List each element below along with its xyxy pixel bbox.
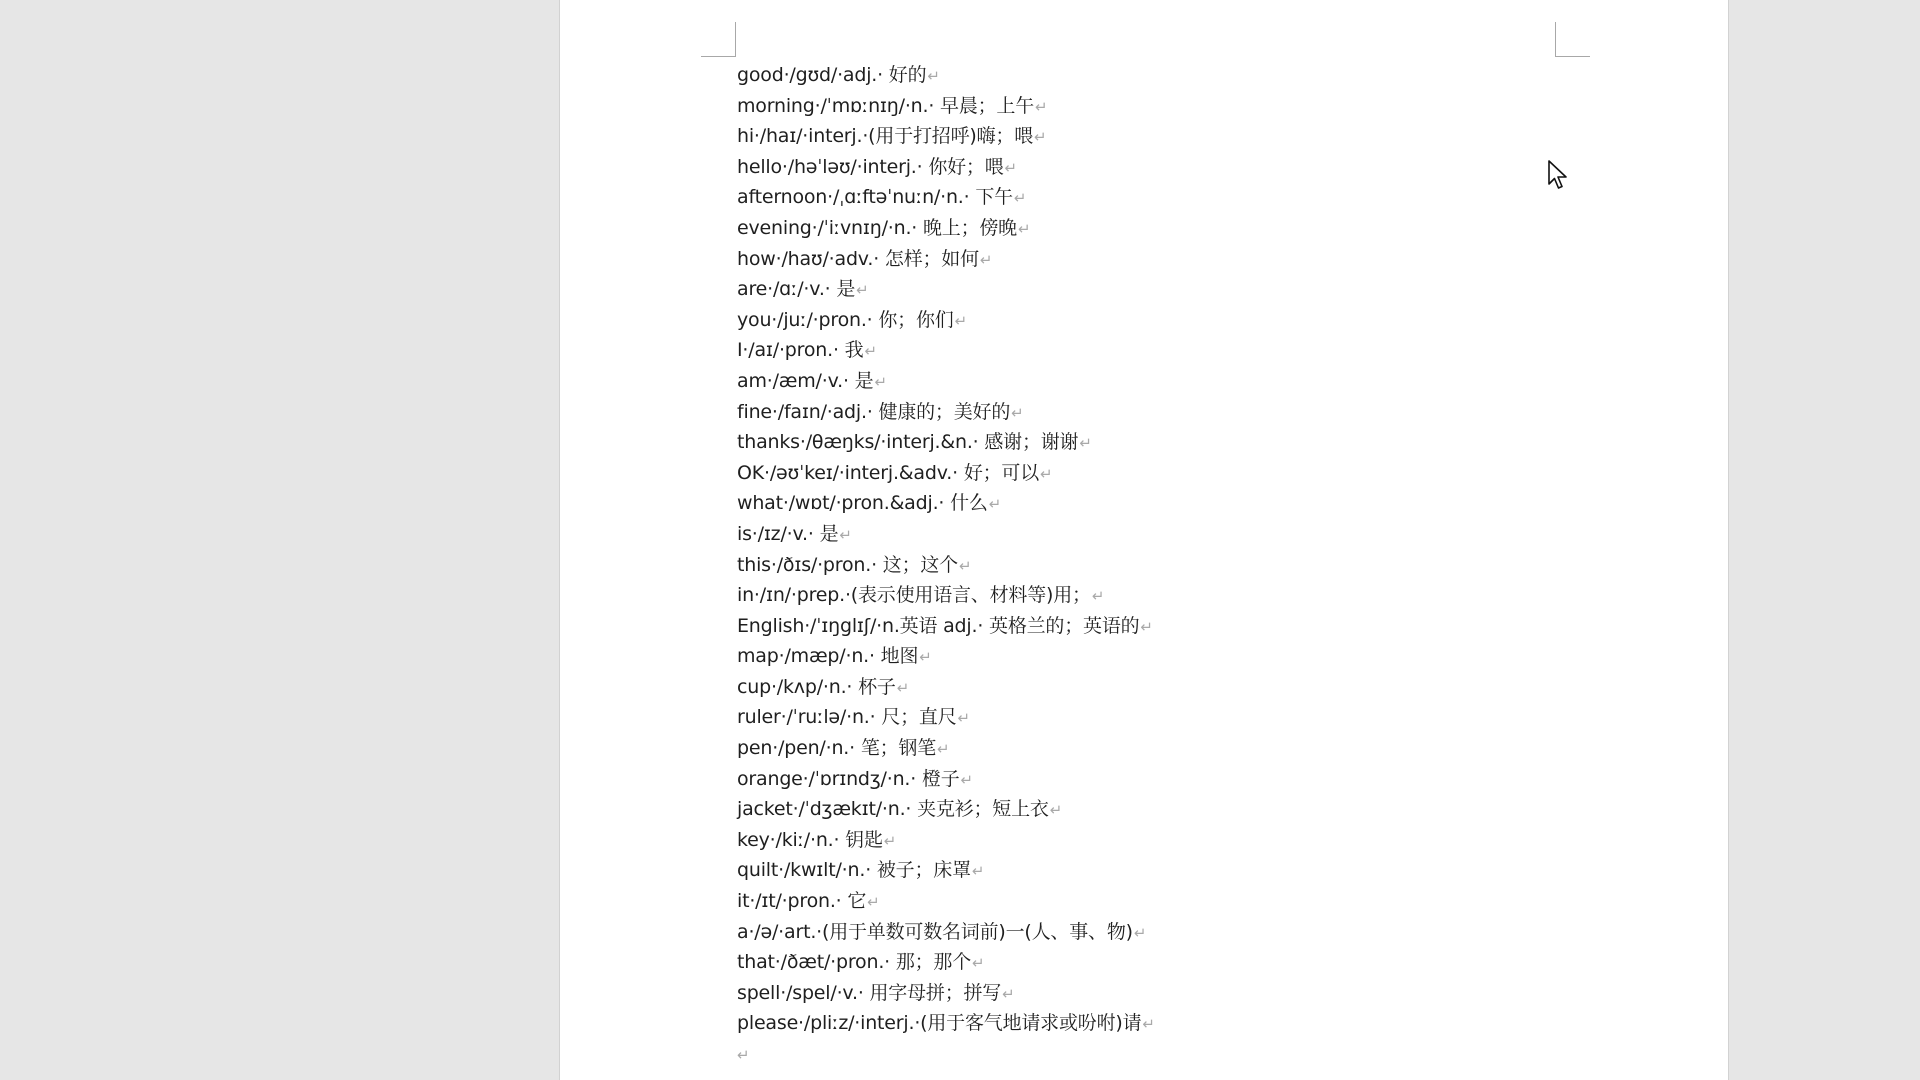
paragraph-text: a·/ə/·art.·(用于单数可数名词前)一(人、事、物) (737, 920, 1133, 943)
paragraph-mark-icon: ↵ (1133, 923, 1147, 942)
paragraph-mark-icon: ↵ (867, 893, 880, 912)
paragraph[interactable] (737, 335, 1637, 366)
paragraph[interactable] (737, 152, 1637, 183)
paragraph-text: spell·/spel/·v.· 用字母拼；拼写 (737, 981, 1002, 1004)
paragraph-mark-icon: ↵ (958, 556, 972, 575)
paragraph-text: hello·/həˈləʊ/·interj.· 你好；喂 (737, 155, 1004, 178)
paragraph-mark-icon: ↵ (737, 1046, 750, 1064)
paragraph-mark-icon: ↵ (1017, 219, 1031, 238)
paragraph-text: OK·/əʊˈkeɪ/·interj.&adv.· 好；可以 (737, 461, 1040, 484)
paragraph-text: I·/aɪ/·pron.· 我 (737, 339, 864, 362)
document-page[interactable] (559, 0, 1729, 1080)
paragraph-text: pen·/pen/·n.· 笔；钢笔 (737, 737, 937, 760)
paragraph-mark-icon: ↵ (988, 495, 1002, 514)
paragraph[interactable] (737, 458, 1637, 489)
paragraph[interactable] (737, 550, 1637, 581)
paragraph[interactable] (737, 121, 1637, 152)
paragraph-text: afternoon·/ˌɑːftəˈnuːn/·n.· 下午 (737, 186, 1013, 209)
paragraph[interactable] (737, 855, 1637, 886)
paragraph-mark-icon: ↵ (1013, 189, 1027, 208)
paragraph-mark-icon: ↵ (896, 678, 910, 697)
paragraph[interactable] (737, 366, 1637, 397)
margin-corner-top-right-icon (1555, 22, 1590, 57)
paragraph-text: English·/ˈɪŋglɪʃ/·n.英语 adj.· 英格兰的；英语的 (737, 614, 1140, 637)
paragraph-text: ruler·/ˈruːlə/·n.· 尺；直尺 (737, 706, 957, 729)
paragraph[interactable] (737, 611, 1637, 642)
paragraph[interactable] (737, 60, 1637, 91)
paragraph[interactable] (737, 978, 1637, 1009)
paragraph[interactable] (737, 672, 1637, 703)
paragraph-mark-icon: ↵ (954, 311, 967, 330)
paragraph-text: is·/ɪz/·v.· 是 (737, 522, 839, 545)
paragraph-text: please·/pliːz/·interj.·(用于客气地请求或吩咐)请 (737, 1012, 1142, 1035)
paragraph-text: thanks·/θæŋks/·interj.&n.· 感谢；谢谢 (737, 431, 1079, 454)
paragraph-mark-icon: ↵ (864, 342, 877, 361)
mouse-pointer-icon (1547, 160, 1569, 192)
paragraph-mark-icon: ↵ (957, 709, 970, 728)
paragraph-mark-icon: ↵ (1004, 158, 1017, 177)
paragraph[interactable] (737, 274, 1637, 305)
paragraph-text: it·/ɪt/·pron.· 它 (737, 890, 867, 913)
paragraph-text: orange·/ˈɒrɪndʒ/·n.· 橙子 (737, 767, 960, 790)
paragraph[interactable] (737, 580, 1637, 611)
paragraph-mark-icon: ↵ (1091, 587, 1105, 606)
paragraph[interactable] (737, 733, 1637, 764)
paragraph-mark-icon: ↵ (919, 648, 932, 667)
paragraph-text: evening·/ˈiːvnɪŋ/·n.· 晚上；傍晚 (737, 216, 1017, 239)
paragraph-mark-icon: ↵ (937, 740, 950, 759)
paragraph-mark-icon: ↵ (1142, 1015, 1155, 1034)
paragraph[interactable] (737, 702, 1637, 733)
paragraph-text: map·/mæp/·n.· 地图 (737, 645, 919, 668)
paragraph-text: am·/æm/·v.· 是 (737, 369, 874, 392)
paragraph[interactable] (737, 1008, 1637, 1039)
paragraph-text: how·/haʊ/·adv.· 怎样；如何 (737, 247, 979, 270)
paragraph-mark-icon: ↵ (971, 862, 985, 881)
paragraph[interactable] (737, 488, 1637, 519)
paragraph[interactable] (737, 91, 1637, 122)
paragraph-text: fine·/faɪn/·adj.· 健康的；美好的 (737, 400, 1011, 423)
paragraph[interactable] (737, 182, 1637, 213)
paragraph-mark-icon: ↵ (1002, 984, 1015, 1003)
paragraph-mark-icon: ↵ (972, 954, 985, 973)
paragraph-mark-icon: ↵ (839, 525, 852, 544)
paragraph-mark-icon: ↵ (1011, 403, 1024, 422)
paragraph[interactable] (737, 244, 1637, 275)
paragraph[interactable] (737, 917, 1637, 948)
paragraph-mark-icon: ↵ (927, 67, 940, 85)
paragraph-text: that·/ðæt/·pron.· 那；那个 (737, 951, 972, 974)
paragraph-mark-icon: ↵ (856, 281, 869, 300)
paragraph-mark-icon: ↵ (960, 770, 973, 789)
paragraph[interactable] (737, 305, 1637, 336)
paragraph-text: are·/ɑː/·v.· 是 (737, 278, 856, 301)
paragraph-text: quilt·/kwɪlt/·n.· 被子；床罩 (737, 859, 971, 882)
paragraph[interactable] (737, 825, 1637, 856)
document-body[interactable] (737, 60, 1637, 1070)
paragraph-mark-icon: ↵ (883, 831, 897, 850)
paragraph-text: good·/gʊd/·adj.· 好的 (737, 64, 927, 86)
paragraph-text: what·/wɒt/·pron.&adj.· 什么 (737, 492, 988, 515)
paragraph-mark-icon: ↵ (1034, 128, 1047, 147)
paragraph[interactable] (737, 764, 1637, 795)
paragraph-mark-icon: ↵ (979, 250, 993, 269)
paragraph-mark-icon: ↵ (1140, 617, 1153, 636)
margin-corner-top-left-icon (701, 22, 736, 57)
paragraph-mark-icon: ↵ (1079, 434, 1092, 453)
paragraph-text: jacket·/ˈdʒækɪt/·n.· 夹克衫；短上衣 (737, 798, 1049, 821)
paragraph-mark-icon: ↵ (1040, 464, 1053, 483)
paragraph-text: hi·/haɪ/·interj.·(用于打招呼)嗨；喂 (737, 125, 1034, 148)
paragraph-mark-icon: ↵ (874, 372, 887, 391)
paragraph[interactable] (737, 397, 1637, 428)
paragraph-mark-icon: ↵ (1035, 97, 1048, 116)
paragraph[interactable] (737, 427, 1637, 458)
empty-paragraph[interactable] (737, 1039, 1637, 1070)
paragraph[interactable] (737, 886, 1637, 917)
paragraph[interactable] (737, 641, 1637, 672)
paragraph-text: you·/juː/·pron.· 你；你们 (737, 308, 954, 331)
paragraph-text: cup·/kʌp/·n.· 杯子 (737, 675, 896, 698)
paragraph-text: in·/ɪn/·prep.·(表示使用语言、材料等)用； (737, 584, 1091, 607)
paragraph[interactable] (737, 213, 1637, 244)
paragraph[interactable] (737, 947, 1637, 978)
paragraph-text: morning·/ˈmɒːnɪŋ/·n.· 早晨；上午 (737, 94, 1035, 117)
paragraph-mark-icon: ↵ (1049, 801, 1063, 820)
paragraph[interactable] (737, 794, 1637, 825)
paragraph[interactable] (737, 519, 1637, 550)
paragraph-text: key·/kiː/·n.· 钥匙 (737, 828, 883, 851)
paragraph-text: this·/ðɪs/·pron.· 这；这个 (737, 553, 958, 576)
